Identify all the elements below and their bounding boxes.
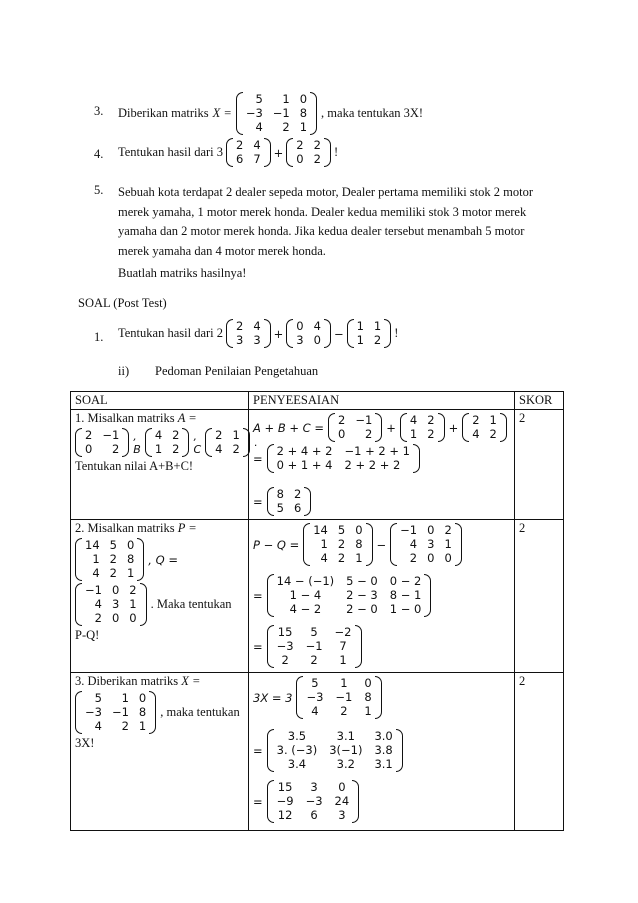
table-row [71, 520, 564, 673]
item-5-line: merek yamaha, 1 motor merek honda. Dealer kedua memiliki stok 3 motor merek [118, 204, 527, 219]
assessment-table [70, 391, 564, 831]
item-4-tail: ! [333, 145, 339, 159]
post-1-tail: ! [394, 326, 399, 340]
post-1-text: Tentukan hasil dari 2 [118, 326, 223, 340]
item-5-line: merek yamaha dan 4 motor merek honda. [118, 243, 326, 258]
table-row [71, 410, 564, 520]
soal-text: P-Q! [75, 628, 100, 642]
post-1-number: 1. [94, 330, 104, 344]
section-title: Pedoman Penilaian Pengetahuan [155, 364, 319, 378]
soal-var: X = [181, 674, 201, 688]
soal-text: Maka tentukan [156, 597, 232, 611]
item-3-number: 3. [94, 104, 104, 118]
soal-cell: 2. Misalkan matriks P = 14 5 0 1 2 8 4 2 1 , Q = −1 0 2 4 3 1 2 0 0 . Maka tentukan P-Q! [71, 520, 249, 673]
matrix-post-b: 0 4 3 0 [286, 319, 331, 348]
matrix-x: 5 1 0 −3 −1 8 4 2 1 [236, 92, 317, 135]
matrix-q4-b: 2 2 0 2 [286, 138, 331, 167]
item-5-instruction: Buatlah matriks hasilnya! [118, 266, 247, 280]
soal-text: Tentukan nilai A+B+C! [75, 459, 194, 473]
header-skor: SKOR [515, 392, 564, 410]
soal-text: 1. Misalkan matriks [75, 411, 175, 425]
item-3-var: X = [212, 106, 232, 120]
item-4-number: 4. [94, 147, 104, 161]
matrix-q4-a: 2 4 6 7 [226, 138, 271, 167]
post-test-heading: SOAL (Post Test) [78, 296, 167, 310]
item-3-text: Diberikan matriks [118, 106, 209, 120]
soal-var: A = [177, 411, 197, 425]
skor-cell: 2 [515, 673, 564, 831]
post-1: Tentukan hasil dari 2 2 4 3 3 + 0 4 3 0 − 1 1 1 2 ! [118, 319, 399, 347]
item-5-number: 5. [94, 183, 104, 197]
soal-text: 3. Diberikan matriks [75, 674, 179, 688]
matrix-post-a: 2 4 3 3 [226, 319, 271, 348]
item-5-text [118, 183, 533, 261]
solution-cell: P − Q = 14 5 0 1 2 8 4 2 1 − −1 0 2 4 3 1 2 0 0 = 14 − (−1) 5 − 0 0 − 2 1 − 4 2 − 3 8 − 1 4 − 2 2 − 0 1 − 0 = 15 5 −2 −3 −1 7 2 2 1 [249, 520, 515, 673]
solution-cell: 3X = 3 5 1 0 −3 −1 8 4 2 1 = 3.5 3.1 3.0 3. (−3) 3(−1) 3.8 3.4 3.2 3.1 = 15 3 0 −9 −3 24 12 6 3 [249, 673, 515, 831]
header-penyelesaian: PENYEESAIAN [249, 392, 515, 410]
skor-cell: 2 [515, 520, 564, 673]
soal-var: P = [177, 521, 197, 535]
soal-text: , maka tentukan [160, 705, 240, 719]
skor-cell: 2 [515, 410, 564, 520]
soal-cell: 1. Misalkan matriks A = 2 −1 0 2 , B 4 2 1 2 , C 2 1 4 2 . Tentukan nilai A+B+C! [71, 410, 249, 520]
table-header-row [71, 392, 564, 410]
item-5-line: Sebuah kota terdapat 2 dealer sepeda motor, Dealer pertama memiliki stok 2 motor [118, 185, 533, 199]
item-4-text: Tentukan hasil dari 3 [118, 145, 223, 159]
soal-text: 2. Misalkan matriks [75, 521, 175, 535]
item-3 [118, 92, 423, 135]
soal-cell: 3. Diberikan matriks X = 5 1 0 −3 −1 8 4 2 1 , maka tentukan 3X! [71, 673, 249, 831]
item-3-tail: , maka tentukan 3X! [321, 106, 424, 120]
header-soal: SOAL [71, 392, 249, 410]
solution-cell: A + B + C = 2 −1 0 2 + 4 2 1 2 + 2 1 4 2 = 2 + 4 + 2 −1 + 2 + 1 0 + 1 + 4 2 + 2 + 2 = 8 2 5 6 [249, 410, 515, 520]
table-row [71, 673, 564, 831]
soal-text: 3X! [75, 736, 95, 750]
item-5-line: yamaha dan 2 motor merek honda. Jika kedua dealer tersebut menambah 5 motor [118, 224, 525, 238]
item-4: Tentukan hasil dari 3 2 4 6 7 + 2 2 0 2 ! [118, 138, 339, 166]
section-roman: ii) [118, 364, 130, 378]
matrix-post-c: 1 1 1 2 [347, 319, 392, 348]
